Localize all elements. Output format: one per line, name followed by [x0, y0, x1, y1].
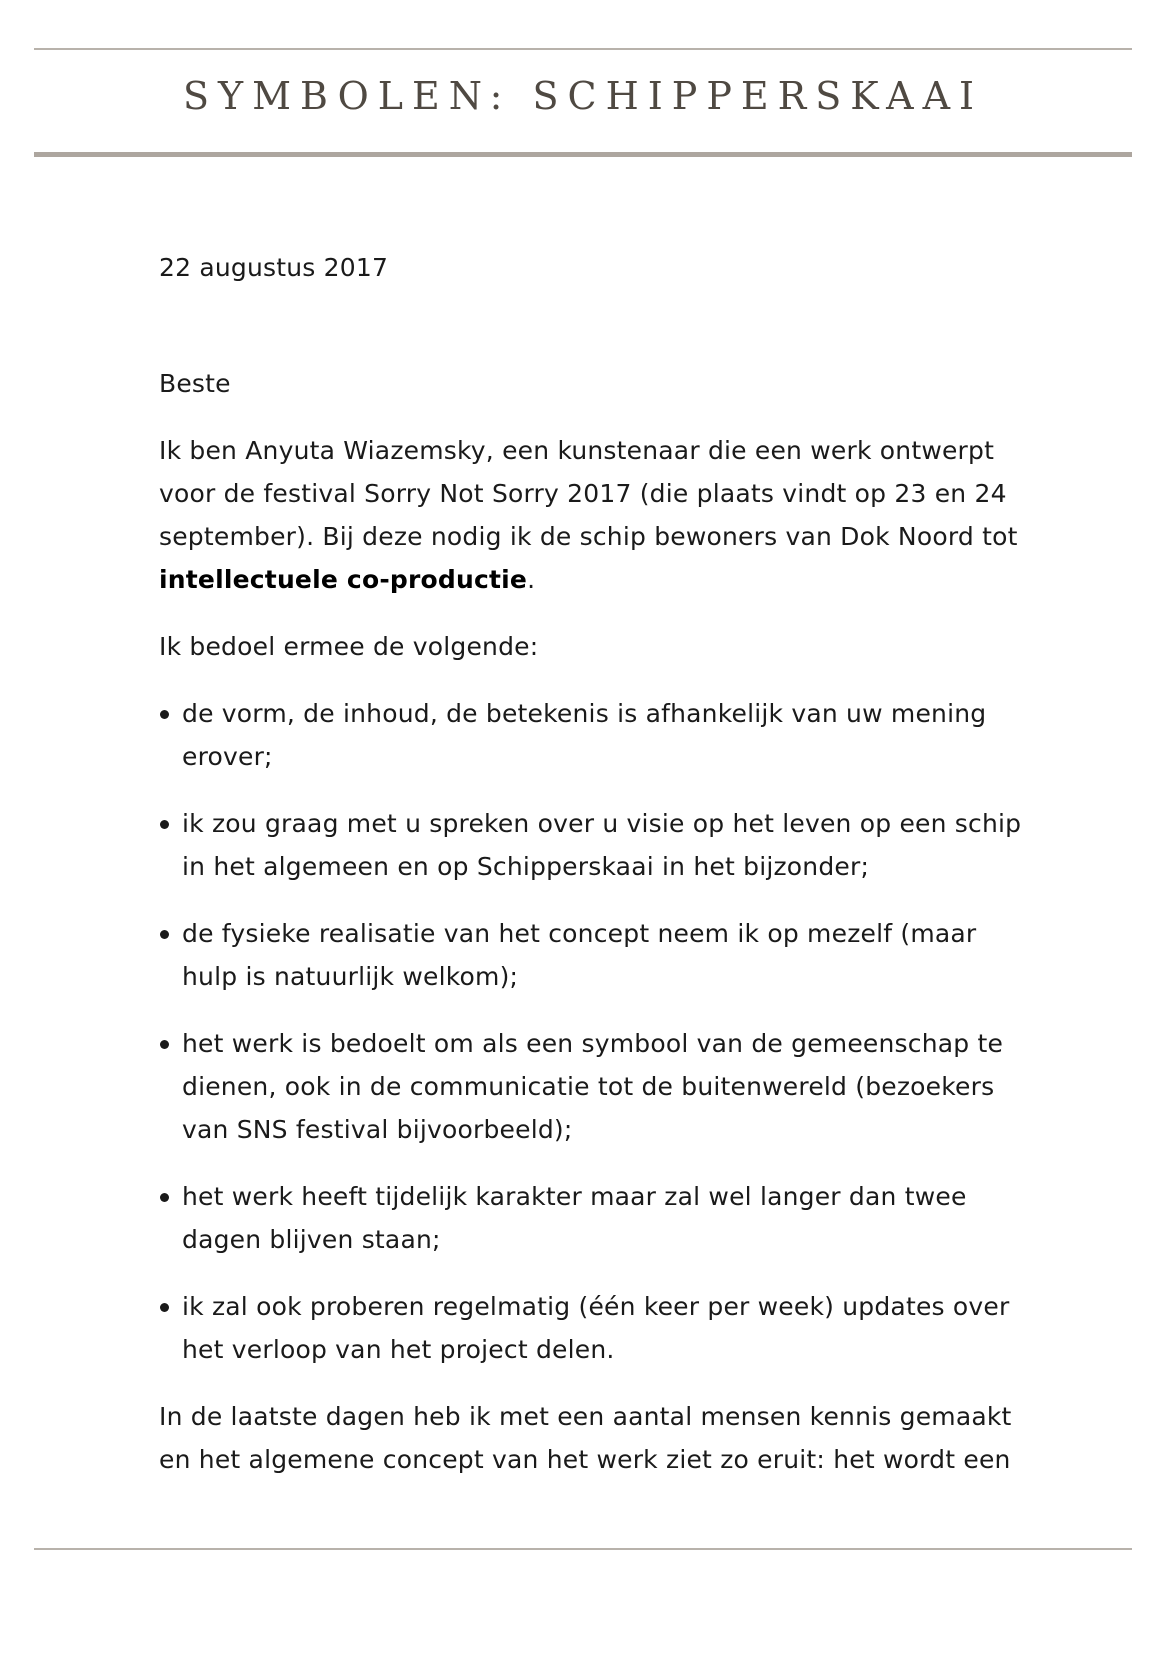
list-item: het werk is bedoelt om als een symbool van de gemeenschap te dienen, ook in de communicatie tot de buitenwereld (bezoekers van SNS festival bijvoorbeeld);	[159, 1022, 1039, 1151]
bullet-list	[159, 692, 1039, 1371]
list-intro: Ik bedoel ermee de volgende:	[159, 632, 539, 661]
page-title: SYMBOLEN: SCHIPPERSKAAI	[182, 74, 984, 118]
intro-bold-text: intellectuele co-productie	[159, 565, 528, 594]
intro-text: Ik ben Anyuta Wiazemsky, een kunstenaar die een werk ontwerpt voor de festival Sorry Not Sorry 2017 (die plaats vindt op 23 en 24 september). Bij deze nodig ik de schip bewoners van Dok Noord tot	[159, 436, 1018, 551]
list-item: ik zou graag met u spreken over u visie op het leven op een schip in het algemeen en op Schipperskaai in het bijzonder;	[159, 802, 1039, 888]
letter-body	[159, 246, 1039, 1505]
list-item: het werk heeft tijdelijk karakter maar zal wel langer dan twee dagen blijven staan;	[159, 1175, 1039, 1261]
top-divider	[34, 48, 1132, 50]
list-item: de fysieke realisatie van het concept neem ik op mezelf (maar hulp is natuurlijk welkom);	[159, 912, 1039, 998]
closing-paragraph: In de laatste dagen heb ik met een aantal mensen kennis gemaakt en het algemene concept van het werk ziet zo eruit: het wordt een	[159, 1402, 1012, 1474]
intro-paragraph	[159, 429, 1039, 601]
header-divider	[34, 152, 1132, 157]
letter-greeting: Beste	[159, 369, 231, 398]
letter-date: 22 augustus 2017	[159, 253, 389, 282]
list-item: de vorm, de inhoud, de betekenis is afhankelijk van uw mening erover;	[159, 692, 1039, 778]
list-item: ik zal ook proberen regelmatig (één keer per week) updates over het verloop van het project delen.	[159, 1285, 1039, 1371]
intro-text-end: .	[527, 565, 536, 594]
footer-divider	[34, 1548, 1132, 1550]
